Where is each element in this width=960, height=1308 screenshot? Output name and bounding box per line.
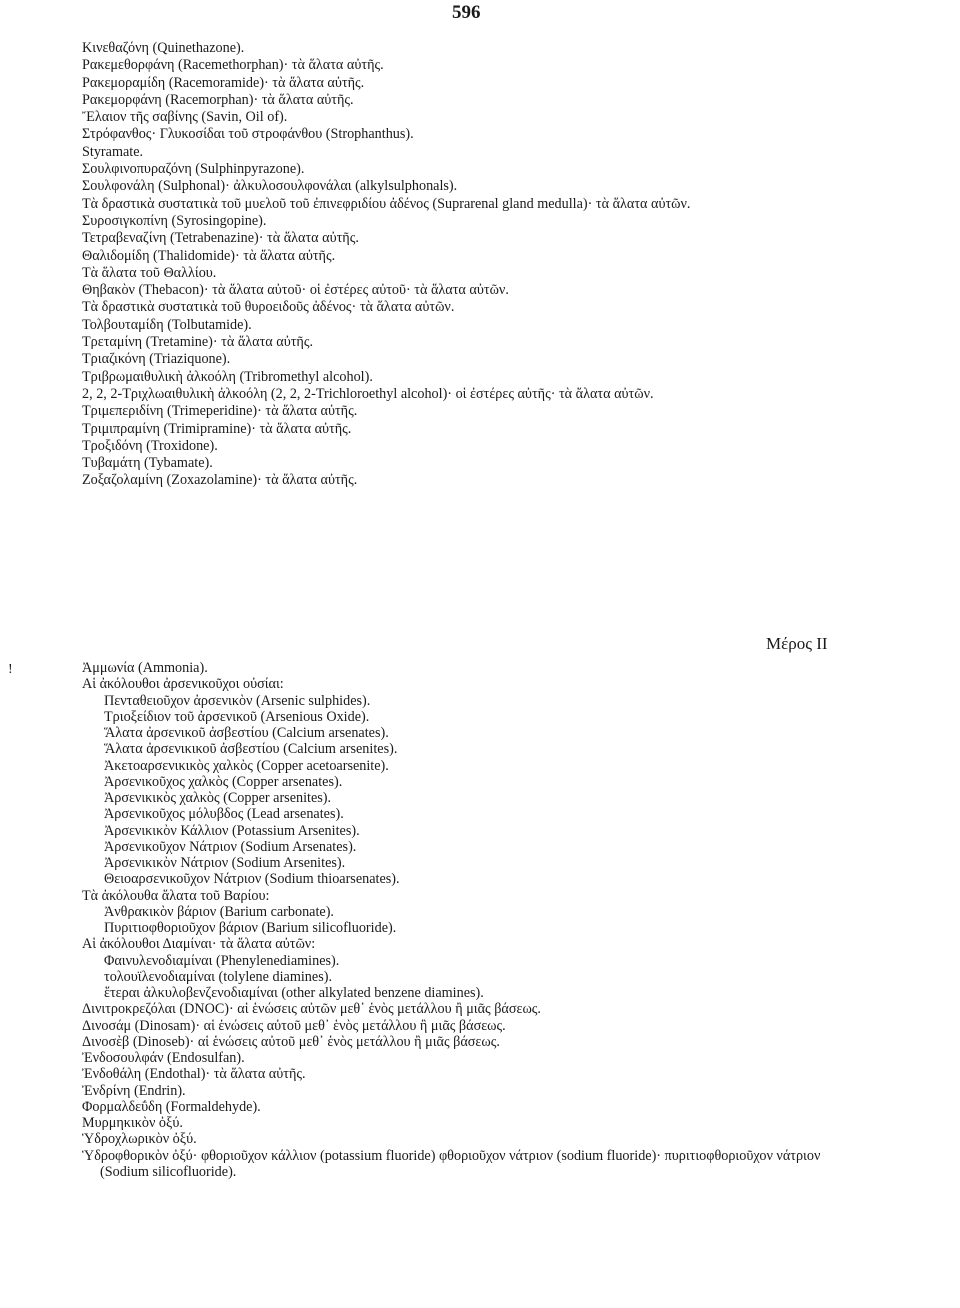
list-item: Ρακεμοραμίδη (Racemoramide)· τὰ ἅλατα αὐτῆς. [82,74,365,91]
group-heading: Τὰ ἀκόλουθα ἅλατα τοῦ Βαρίου: [82,887,270,904]
sub-list-item: Ἀρσενικικὸν Κάλλιον (Potassium Arsenites). [104,822,360,839]
list-item: Τετραβεναζίνη (Tetrabenazine)· τὰ ἅλατα αὐτῆς. [82,230,359,247]
sub-list-item: ἕτεραι ἀλκυλοβενζενοδιαμίναι (other alkylated benzene diamines). [104,985,484,1001]
list-item: Τὰ ἅλατα τοῦ Θαλλίου. [82,264,217,281]
sub-list-item: Ἀρσενικοῦχος χαλκὸς (Copper arsenates). [104,773,343,790]
part2-list [82,660,862,1180]
list-item: Τὰ δραστικὰ συστατικὰ τοῦ μυελοῦ τοῦ ἐπινεφριδίου ἀδένος (Suprarenal gland medulla)· τὰ ἅλατα αὐτῶν. [82,195,691,212]
list-item: Τυβαμάτη (Tybamate). [82,455,213,472]
sub-list-item: Πυριτιοφθοριοῦχον βάριον (Barium silicofluoride). [104,920,397,936]
sub-list-item: Ἀρσενικοῦχον Νάτριον (Sodium Arsenates). [104,838,357,855]
sub-list-item: Ἅλατα ἀρσενικοῦ ἀσβεστίου (Calcium arsenates). [104,725,389,741]
list-item: 2, 2, 2-Τριχλωαιθυλικὴ ἀλκοόλη (2, 2, 2-Trichloroethyl alcohol)· οἱ ἐστέρες αὐτῆς· τὰ ἅλατα αὐτῶν. [82,385,654,402]
margin-mark: ! [8,662,13,677]
list-item: Ζοξαζολαμίνη (Zoxazolamine)· τὰ ἅλατα αὐτῆς. [82,472,358,489]
part1-list [82,40,862,490]
group-heading: Αἱ ἀκόλουθοι Διαμίναι· τὰ ἅλατα αὐτῶν: [82,936,316,953]
page-number: 596 [452,2,481,23]
list-item: Τριαζικόνη (Triaziquone). [82,351,231,368]
sub-list-item: Τριοξείδιον τοῦ ἀρσενικοῦ (Arsenious Oxide). [104,708,370,725]
list-item: Ἐνδοσουλφάν (Endosulfan). [82,1050,245,1066]
list-item: Τριμιπραμίνη (Trimipramine)· τὰ ἅλατα αὐτῆς. [82,420,352,437]
list-item: Τριβρωμαιθυλικὴ ἀλκοόλη (Tribromethyl alcohol). [82,368,373,385]
list-item: Σουλφονάλη (Sulphonal)· ἀλκυλοσουλφονάλαι (alkylsulphonals). [82,178,458,195]
list-item: Θαλιδομίδη (Thalidomide)· τὰ ἅλατα αὐτῆς. [82,247,336,264]
list-item: Δινοσὲβ (Dinoseb)· αἱ ἑνώσεις αὐτοῦ μεθ᾽ ἑνὸς μετάλλου ἢ μιᾶς βάσεως. [82,1033,500,1050]
group-heading: Αἱ ἀκόλουθοι ἀρσενικοῦχοι οὐσίαι: [82,676,284,693]
sub-list-item: Φαινυλενοδιαμίναι (Phenylenediamines). [104,952,340,969]
sub-list-item: Ἀρσενικοῦχος μόλυβδος (Lead arsenates). [104,806,344,823]
sub-list-item: Ἀκετοαρσενικικὸς χαλκὸς (Copper acetoarsenite). [104,757,389,774]
list-item: Ὑδροφθορικὸν ὀξύ· φθοριοῦχον κάλλιον (potassium fluoride) φθοριοῦχον νάτριον (sodium fluoride)· πυριτιοφθοριοῦχον νάτριον (Sodium silicofluoride). [82,1147,821,1180]
list-item: Θηβακὸν (Thebacon)· τὰ ἅλατα αὐτοῦ· οἱ ἐστέρες αὐτοῦ· τὰ ἅλατα αὐτῶν. [82,282,509,299]
list-item: Σουλφινοπυραζόνη (Sulphinpyrazone). [82,161,305,178]
list-item: Δινοσάμ (Dinosam)· αἱ ἑνώσεις αὐτοῦ μεθ᾽ ἑνὸς μετάλλου ἢ μιᾶς βάσεως. [82,1017,506,1034]
list-item: Ὑδροχλωρικὸν ὀξύ. [82,1131,197,1148]
list-item: Ἔλαιον τῆς σαβίνης (Savin, Oil of). [82,109,288,126]
list-item: Ἐνδρίνη (Endrin). [82,1082,186,1099]
list-item: Ἐνδοθάλη (Endothal)· τὰ ἅλατα αὐτῆς. [82,1066,306,1083]
list-item: Δινιτροκρεζόλαι (DNOC)· αἱ ἑνώσεις αὐτῶν μεθ᾽ ἑνὸς μετάλλου ἢ μιᾶς βάσεως. [82,1001,541,1018]
list-item: Στρόφανθος· Γλυκοσίδαι τοῦ στροφάνθου (Strophanthus). [82,126,414,143]
list-item: Συροσιγκοπίνη (Syrosingopine). [82,212,267,229]
sub-list-item: Ἀρσενικικὸν Νάτριον (Sodium Arsenites). [104,855,346,871]
list-item: Ἀμμωνία (Ammonia). [82,660,208,676]
list-item: Κινεθαζόνη (Quinethazone). [82,40,245,56]
list-item: Styramate. [82,143,144,160]
sub-list-item: Θειοαρσενικοῦχον Νάτριον (Sodium thioarsenates). [104,871,400,888]
section-heading: Μέρος ΙΙ [766,634,828,653]
list-item: Μυρμηκικὸν ὀξύ. [82,1115,183,1131]
list-item: Τὰ δραστικὰ συστατικὰ τοῦ θυροειδοῦς ἀδένος· τὰ ἅλατα αὐτῶν. [82,299,455,316]
list-item: Ρακεμεθορφάνη (Racemethorphan)· τὰ ἅλατα αὐτῆς. [82,57,384,74]
sub-list-item: τολουϊλενοδιαμίναι (tolylene diamines). [104,968,332,985]
sub-list-item: Ἀνθρακικὸν βάριον (Barium carbonate). [104,903,334,920]
list-item: Τριμεπεριδίνη (Trimeperidine)· τὰ ἅλατα αὐτῆς. [82,403,358,420]
list-item: Φορμαλδεΰδη (Formaldehyde). [82,1098,261,1115]
list-item: Τολβουταμίδη (Tolbutamide). [82,316,252,333]
sub-list-item: Πενταθειοῦχον ἀρσενικὸν (Arsenic sulphides). [104,692,371,709]
list-item: Ρακεμορφάνη (Racemorphan)· τὰ ἅλατα αὐτῆς. [82,91,354,108]
sub-list-item: Ἀρσενικικὸς χαλκὸς (Copper arsenites). [104,790,332,806]
sub-list-item: Ἅλατα ἀρσενικικοῦ ἀσβεστίου (Calcium arsenites). [104,741,398,758]
list-item: Τρεταμίνη (Tretamine)· τὰ ἅλατα αὐτῆς. [82,334,314,351]
list-item: Τροξιδόνη (Troxidone). [82,437,218,454]
